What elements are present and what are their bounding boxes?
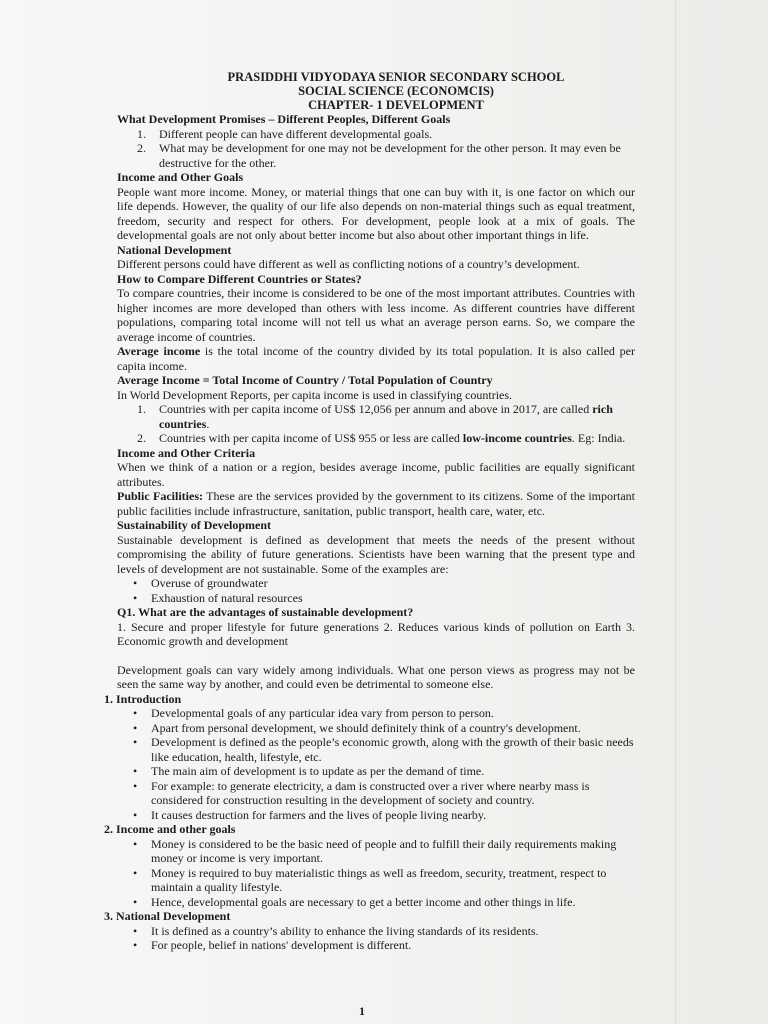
list-item: • Development is defined as the people’s economic growth, along with the growth of their basic needs like education, health, lifestyle, etc. xyxy=(133,735,634,764)
paragraph: In World Development Reports, per capita income is used in classifying countries. xyxy=(117,387,513,402)
section-income-goals xyxy=(104,822,635,909)
paragraph: People want more income. Money, or material things that one can buy with it, is one factor on which our life depends. However, the quality of our life also depends on non-material things such as equal treatment, freedom, security and respect for others. For development, people look at a mix of goals. The developmental goals are not only about better income but also about other important things in life. xyxy=(117,184,635,242)
list-item: • Money is considered to be the basic need of people and to fulfill their daily requirements making money or income is very important. xyxy=(133,836,617,865)
formula: Average Income = Total Income of Country / Total Population of Country xyxy=(117,373,493,387)
bullet-list xyxy=(117,837,635,910)
list-item: • Apart from personal development, we should definitely think of a country's development. xyxy=(133,720,581,735)
section-heading: What Development Promises – Different Peoples, Different Goals xyxy=(117,112,451,126)
chapter-title: CHAPTER- 1 DEVELOPMENT xyxy=(308,98,484,112)
list-item: 2. Countries with per capita income of US$ 955 or less are called low-income countries. Eg: India. xyxy=(137,431,626,445)
bullet-list xyxy=(117,576,635,605)
section-heading: How to Compare Different Countries or States? xyxy=(117,271,362,286)
section-heading: Income and Other Goals xyxy=(117,170,244,184)
list-item: 2. What may be development for one may not be development for the other person. It may even be destructive for the other. xyxy=(137,141,621,170)
list-item: • Developmental goals of any particular idea vary from person to person. xyxy=(133,706,494,720)
school-name: PRASIDDHI VIDYODAYA SENIOR SECONDARY SCHOOL xyxy=(227,70,565,84)
subject-title: SOCIAL SCIENCE (ECONOMCIS) xyxy=(298,84,494,98)
section-national-development xyxy=(104,909,635,953)
section-heading: National Development xyxy=(117,242,232,257)
bullet-list xyxy=(117,924,635,953)
list-item: 1. Countries with per capita income of US$ 12,056 per annum and above in 2017, are called rich countries. xyxy=(137,402,613,431)
term-public-facilities: Public Facilities: xyxy=(117,489,203,503)
document-body xyxy=(104,70,636,953)
numbered-list xyxy=(117,402,635,446)
paragraph: Different persons could have different as well as conflicting notions of a country’s development. xyxy=(117,257,580,271)
list-item: • For people, belief in nations' development is different. xyxy=(133,938,412,952)
list-item: • Exhaustion of natural resources xyxy=(133,590,303,605)
list-item: • Money is required to buy materialistic things as well as freedom, security, treatment, respect to maintain a quality lifestyle. xyxy=(133,865,607,894)
section-introduction xyxy=(104,691,635,823)
section-heading: 3. National Development xyxy=(104,909,231,923)
section-heading: 2. Income and other goals xyxy=(104,822,236,836)
section-heading: Income and Other Criteria xyxy=(117,445,256,460)
page-edge xyxy=(675,0,676,1024)
section-heading: 1. Introduction xyxy=(104,691,182,706)
list-item: • Overuse of groundwater xyxy=(133,576,268,590)
paragraph: Sustainable development is defined as development that meets the needs of the present without compromising the ability of future generations. Scientists have been warning that the present type and levels of development are not sustainable. Some of the examples are: xyxy=(117,532,635,576)
paragraph: When we think of a nation or a region, besides average income, public facilities are equally significant attributes. xyxy=(117,460,635,489)
paragraph: To compare countries, their income is considered to be one of the most important attributes. Countries with higher incomes are more developed than others with less income. As different countries have different populations, comparing total income will not tell us what an average person earns. So, we compare the average income of countries. xyxy=(117,286,635,344)
section-heading: Sustainability of Development xyxy=(117,518,272,532)
list-item: • It is defined as a country’s ability to enhance the living standards of its residents. xyxy=(133,923,539,938)
question: Q1. What are the advantages of sustainable development? xyxy=(117,605,414,619)
intro-paragraph: Development goals can vary widely among individuals. What one person views as progress may not be seen the same way by another, and could even be detrimental to someone else. xyxy=(117,662,635,691)
list-item: • Hence, developmental goals are necessary to get a better income and other things in life. xyxy=(133,894,576,909)
list-item: • The main aim of development is to update as per the demand of time. xyxy=(133,764,485,778)
paragraph: Average income is the total income of the country divided by its total population. It is also called per capita income. xyxy=(117,344,635,373)
paragraph: Public Facilities: These are the services provided by the government to its citizens. Some of the important public facilities include infrastructure, sanitation, public transport, health care, water, etc. xyxy=(117,489,636,518)
list-item: • For example: to generate electricity, a dam is constructed over a river where nearby mass is considered for construction resulting in the development of society and country. xyxy=(133,778,590,807)
numbered-list xyxy=(117,127,635,171)
bullet-list xyxy=(117,706,635,822)
page-number: 1 xyxy=(359,1004,365,1018)
document-header xyxy=(117,70,635,112)
answer: 1. Secure and proper lifestyle for future generations 2. Reduces various kinds of pollution on Earth 3. Economic growth and development xyxy=(117,619,635,648)
list-item: • It causes destruction for farmers and the lives of people living nearby. xyxy=(133,807,487,822)
term-average-income: Average income xyxy=(117,344,201,358)
list-item: 1. Different people can have different developmental goals. xyxy=(137,126,433,141)
